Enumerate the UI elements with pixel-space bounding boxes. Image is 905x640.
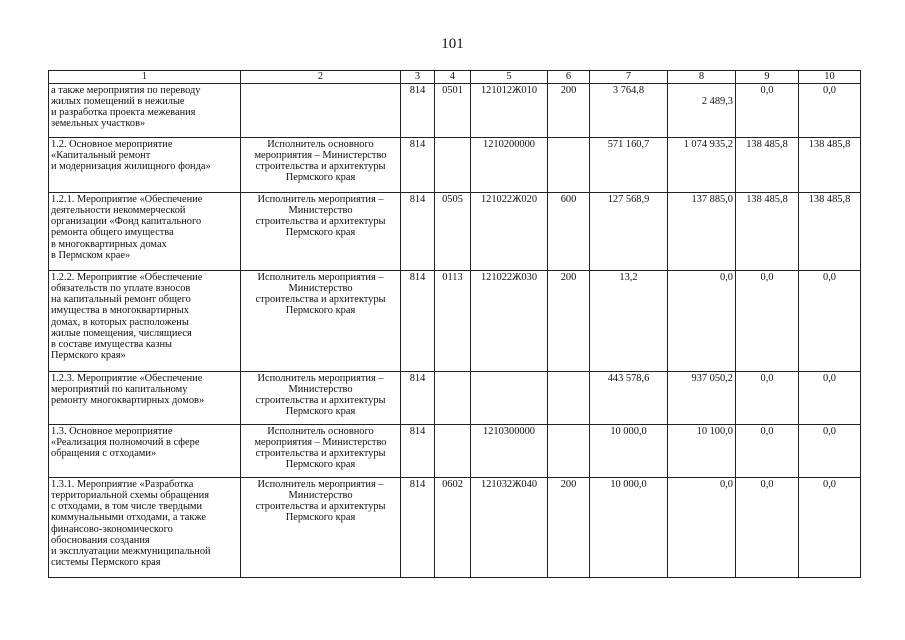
amount-col10-cell: 0,0 [799,478,861,578]
expense-type-cell [548,138,590,193]
grbs-cell: 814 [401,372,435,425]
amount-col8-cell: 137 885,0 [668,193,736,271]
target-article-cell: 121022Ж020 [471,193,548,271]
grbs-cell: 814 [401,138,435,193]
measure-name-cell: а также мероприятия по переводу жилых помещений в нежилые и разработка проекта межевания земельных участков» [49,84,241,138]
section-code-cell: 0113 [435,271,471,372]
amount-col9-cell: 0,0 [736,478,799,578]
amount-col7-cell: 10 000,0 [590,425,668,478]
measure-name-cell: 1.2. Основное мероприятие «Капитальный ремонт и модернизация жилищного фонда» [49,138,241,193]
executor-cell: Исполнитель мероприятия – Министерство строительства и архитектуры Пермского края [241,478,401,578]
measure-name-cell: 1.3. Основное мероприятие «Реализация полномочий в сфере обращения с отходами» [49,425,241,478]
grbs-cell: 814 [401,478,435,578]
target-article-cell: 1210200000 [471,138,548,193]
target-article-cell: 121022Ж030 [471,271,548,372]
amount-col10-cell: 0,0 [799,425,861,478]
column-header: 7 [590,71,668,84]
executor-cell: Исполнитель мероприятия – Министерство строительства и архитектуры Пермского края [241,372,401,425]
executor-cell: Исполнитель мероприятия – Министерство строительства и архитектуры Пермского края [241,193,401,271]
grbs-cell: 814 [401,193,435,271]
amount-col7-cell: 3 764,8 [590,84,668,138]
amount-col10-cell: 0,0 [799,271,861,372]
grbs-cell: 814 [401,425,435,478]
column-header: 5 [471,71,548,84]
expense-type-cell [548,425,590,478]
column-header: 1 [49,71,241,84]
grbs-cell: 814 [401,84,435,138]
expense-type-cell: 200 [548,478,590,578]
amount-col9-cell: 0,0 [736,425,799,478]
header-row [49,71,861,84]
column-header: 4 [435,71,471,84]
amount-col9-cell: 0,0 [736,84,799,138]
column-header: 2 [241,71,401,84]
measure-name-cell: 1.2.1. Мероприятие «Обеспечение деятельности некоммерческой организации «Фонд капитального ремонта общего имущества в многоквартирных домах в Пермском крае» [49,193,241,271]
table-row [49,271,861,372]
table-row [49,193,861,271]
amount-col7-cell: 10 000,0 [590,478,668,578]
amount-col9-cell: 0,0 [736,372,799,425]
measure-name-cell: 1.2.3. Мероприятие «Обеспечение мероприятий по капитальному ремонту многоквартирных домов» [49,372,241,425]
section-code-cell [435,138,471,193]
amount-col10-cell: 0,0 [799,372,861,425]
section-code-cell: 0505 [435,193,471,271]
table-row [49,84,861,138]
table-row [49,372,861,425]
amount-col8-value: 2 489,3 [701,96,733,107]
executor-cell: Исполнитель основного мероприятия – Министерство строительства и архитектуры Пермского края [241,425,401,478]
target-article-cell [471,372,548,425]
target-article-cell: 121012Ж010 [471,84,548,138]
section-code-cell [435,372,471,425]
executor-cell: Исполнитель мероприятия – Министерство строительства и архитектуры Пермского края [241,271,401,372]
amount-col7-cell: 127 568,9 [590,193,668,271]
amount-col7-cell: 571 160,7 [590,138,668,193]
measure-name-cell: 1.3.1. Мероприятие «Разработка территориальной схемы обращения с отходами, в том числе твердыми коммунальными отходами, а также финансово-экономического обоснования создания и эксплуатации межмуниципальной системы Пермского края [49,478,241,578]
amount-col7-cell: 443 578,6 [590,372,668,425]
target-article-cell: 1210300000 [471,425,548,478]
table-row [49,138,861,193]
column-header: 3 [401,71,435,84]
page-number: 101 [441,36,464,52]
budget-table [48,70,861,578]
grbs-cell: 814 [401,271,435,372]
expense-type-cell [548,372,590,425]
amount-col9-cell: 138 485,8 [736,138,799,193]
amount-col8-cell: 937 050,2 [668,372,736,425]
expense-type-cell: 200 [548,84,590,138]
amount-col10-cell: 138 485,8 [799,193,861,271]
amount-col10-cell: 138 485,8 [799,138,861,193]
column-header: 8 [668,71,736,84]
table-row [49,425,861,478]
executor-cell [241,84,401,138]
section-code-cell: 0602 [435,478,471,578]
amount-col8-cell: 0,0 [668,478,736,578]
amount-col9-cell: 138 485,8 [736,193,799,271]
measure-name-cell: 1.2.2. Мероприятие «Обеспечение обязательств по уплате взносов на капитальный ремонт общего имущества в многоквартирных домах, в которых расположены жилые помещения, числящиеся в составе имущества казны Пермского края» [49,271,241,372]
target-article-cell: 121032Ж040 [471,478,548,578]
executor-cell: Исполнитель основного мероприятия – Министерство строительства и архитектуры Пермского края [241,138,401,193]
expense-type-cell: 600 [548,193,590,271]
section-code-cell: 0501 [435,84,471,138]
amount-col7-cell: 13,2 [590,271,668,372]
amount-col8-cell: 10 100,0 [668,425,736,478]
amount-col8-cell: 1 074 935,2 [668,138,736,193]
amount-col10-cell: 0,0 [799,84,861,138]
amount-col8-cell: 0,0 [668,271,736,372]
expense-type-cell: 200 [548,271,590,372]
section-code-cell [435,425,471,478]
column-header: 9 [736,71,799,84]
table-row [49,478,861,578]
amount-col8-cell [668,84,736,138]
column-header: 10 [799,71,861,84]
amount-col9-cell: 0,0 [736,271,799,372]
column-header: 6 [548,71,590,84]
